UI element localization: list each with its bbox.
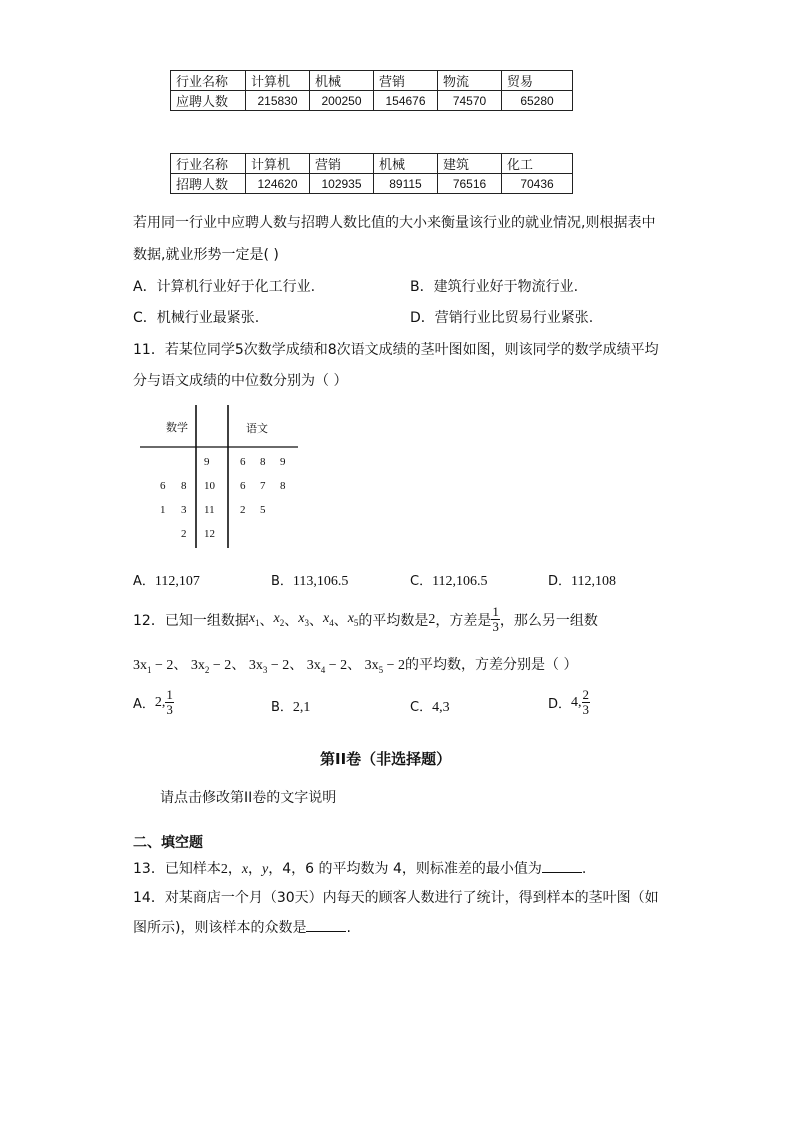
math-leaf: 8 xyxy=(181,480,187,492)
var-x: x xyxy=(241,862,249,877)
option-label: C． xyxy=(410,574,433,589)
q12-var-text: ，方差是 xyxy=(435,612,492,629)
q11-option-d[interactable] xyxy=(548,570,616,590)
table-row xyxy=(171,174,573,194)
table-header-label: 行业名称 xyxy=(171,154,246,174)
table-header-label: 行业名称 xyxy=(171,71,246,91)
math-leaf: 1 xyxy=(160,504,166,516)
stem: 11 xyxy=(204,504,215,516)
table-cell: 机械 xyxy=(310,71,374,91)
chinese-leaf: 2 xyxy=(240,504,246,516)
fraction: $\frac{2}{3}$ xyxy=(582,687,590,717)
q12-option-c[interactable]: C．4,3 xyxy=(410,700,450,715)
q12-term-1: $3x_1 - 2$ xyxy=(133,658,174,675)
var-y: y xyxy=(262,862,269,877)
q12-suffix1: ，那么另一组数 xyxy=(499,612,598,629)
answer-blank[interactable] xyxy=(306,919,346,932)
table-row xyxy=(171,154,573,174)
q12-variance-fraction: $\frac{1}{3}$ xyxy=(492,604,499,634)
q12-option-d[interactable]: D． 4, $\frac{2}{3}$ xyxy=(548,687,590,717)
q11-option-a[interactable] xyxy=(133,570,200,590)
stem-rows xyxy=(160,456,286,540)
table-cell: 124620 xyxy=(246,174,310,194)
table-row xyxy=(171,71,573,91)
part-title: 二、填空题 xyxy=(133,835,203,851)
q10-option-b[interactable]: B．建筑行业好于物流行业. xyxy=(410,279,579,295)
table-cell: 营销 xyxy=(310,154,374,174)
answer-blank[interactable] xyxy=(542,860,582,873)
fraction: $\frac{1}{3}$ xyxy=(166,687,173,717)
table-cell: 物流 xyxy=(438,71,502,91)
table-recruitment xyxy=(170,153,573,194)
table-cell: 化工 xyxy=(502,154,573,174)
q12-term-3: $3x_3 - 2$ xyxy=(248,658,290,675)
table-cell: 65280 xyxy=(502,91,573,111)
table-row-label: 应聘人数 xyxy=(171,91,246,111)
chinese-leaf: 7 xyxy=(260,480,266,492)
right-header: 语文 xyxy=(246,422,268,435)
q12-var-x3: $x_3$ xyxy=(298,611,309,628)
table-cell: 76516 xyxy=(438,174,502,194)
q13-stem: 13．已知样本2，x，y，4，6 的平均数为 4，则标准差的最小值为 . xyxy=(133,861,587,877)
q12-mid: 的平均数是 xyxy=(358,612,429,629)
q11-stem-line2: 分与语文成绩的中位数分别为（ ） xyxy=(133,373,348,389)
section-note[interactable]: 请点击修改第II卷的文字说明 xyxy=(160,790,337,806)
q12-var-x1: $x_1$ xyxy=(248,611,260,628)
math-leaf: 2 xyxy=(181,528,187,540)
q12-stem-line1: 12．已知一组数据 $x_1$ 、 $x_2$ 、 $x_3$ 、 $x_4$ 、 $x_5$ 的平均数是 2 ，方差是 $\frac{1}{3}$ ，那么另一组数 xyxy=(133,604,598,634)
q12-term-5: $3x_5 - 2$ xyxy=(364,658,406,675)
q10-option-d[interactable]: D．营销行业比贸易行业紧张. xyxy=(410,310,594,326)
section-title: 第II卷（非选择题） xyxy=(320,750,452,768)
q14-stem-line1: 14．对某商店一个月（30天）内每天的顾客人数进行了统计，得到样本的茎叶图（如 xyxy=(133,890,659,906)
q12-option-a[interactable]: A． 2, $\frac{1}{3}$ xyxy=(133,687,173,717)
q12-term-2: $3x_2 - 2$ xyxy=(190,658,232,675)
table-applicants xyxy=(170,70,573,111)
table-cell: 计算机 xyxy=(246,71,310,91)
option-label: B． xyxy=(271,574,293,589)
table-cell: 机械 xyxy=(374,154,438,174)
q12-var-x2: $x_2$ xyxy=(273,611,285,628)
option-value: 112,106.5 xyxy=(432,574,488,589)
q10-option-a[interactable]: A．计算机行业好于化工行业. xyxy=(133,279,316,295)
option-value: 113,106.5 xyxy=(292,574,349,589)
table-cell: 贸易 xyxy=(502,71,573,91)
q12-stem-line2: $3x_1 - 2$、 $3x_2 - 2$、 $3x_3 - 2$、 $3x_4 - 2$、 $3x_5 - 2$的平均数，方差分别是（ ） xyxy=(133,657,578,675)
table-cell: 154676 xyxy=(374,91,438,111)
q12-term-4: $3x_4 - 2$ xyxy=(306,658,348,675)
chinese-leaf: 8 xyxy=(280,480,286,492)
table-row-label: 招聘人数 xyxy=(171,174,246,194)
math-leaf: 6 xyxy=(160,480,166,492)
q12-suffix2: 的平均数，方差分别是（ ） xyxy=(405,657,578,673)
table-cell: 74570 xyxy=(438,91,502,111)
option-value: 112,108 xyxy=(571,574,616,589)
table-cell: 200250 xyxy=(310,91,374,111)
q12-mean: 2 xyxy=(428,611,436,627)
stem: 10 xyxy=(204,480,215,492)
table-cell: 70436 xyxy=(502,174,573,194)
chinese-leaf: 6 xyxy=(240,456,246,468)
table-cell: 建筑 xyxy=(438,154,502,174)
option-value: 112,107 xyxy=(154,574,200,589)
math-leaf: 3 xyxy=(181,504,187,516)
table-row xyxy=(171,91,573,111)
chinese-leaf: 6 xyxy=(240,480,246,492)
q12-prefix: 12．已知一组数据 xyxy=(133,612,249,629)
left-header: 数学 xyxy=(166,421,188,434)
q12-var-x5: $x_5$ xyxy=(347,611,359,628)
stem: 9 xyxy=(204,456,210,468)
q12-option-b[interactable]: B．2,1 xyxy=(271,700,311,715)
chinese-leaf: 9 xyxy=(280,456,286,468)
q10-stem-line1: 若用同一行业中应聘人数与招聘人数比值的大小来衡量该行业的就业情况,则根据表中 xyxy=(133,215,656,231)
table-cell: 计算机 xyxy=(246,154,310,174)
table-cell: 215830 xyxy=(246,91,310,111)
q10-option-c[interactable]: C．机械行业最紧张. xyxy=(133,310,260,326)
chinese-leaf: 5 xyxy=(260,504,266,516)
table-cell: 89115 xyxy=(374,174,438,194)
q11-option-b[interactable] xyxy=(271,570,348,590)
option-label: D． xyxy=(548,574,572,589)
option-label: A． xyxy=(133,574,155,589)
chinese-leaf: 8 xyxy=(260,456,266,468)
table-cell: 营销 xyxy=(374,71,438,91)
stem-leaf-plot xyxy=(138,403,303,551)
q11-stem-line1: 11．若某位同学5次数学成绩和8次语文成绩的茎叶图如图，则该同学的数学成绩平均 xyxy=(133,342,659,358)
table-cell: 102935 xyxy=(310,174,374,194)
q14-stem-line2: 图所示)，则该样本的众数是 . xyxy=(133,920,351,936)
q10-stem-line2: 数据,就业形势一定是( ) xyxy=(133,247,279,263)
q11-option-c[interactable] xyxy=(410,570,488,590)
stem: 12 xyxy=(204,528,215,540)
q12-var-x4: $x_4$ xyxy=(322,611,334,628)
